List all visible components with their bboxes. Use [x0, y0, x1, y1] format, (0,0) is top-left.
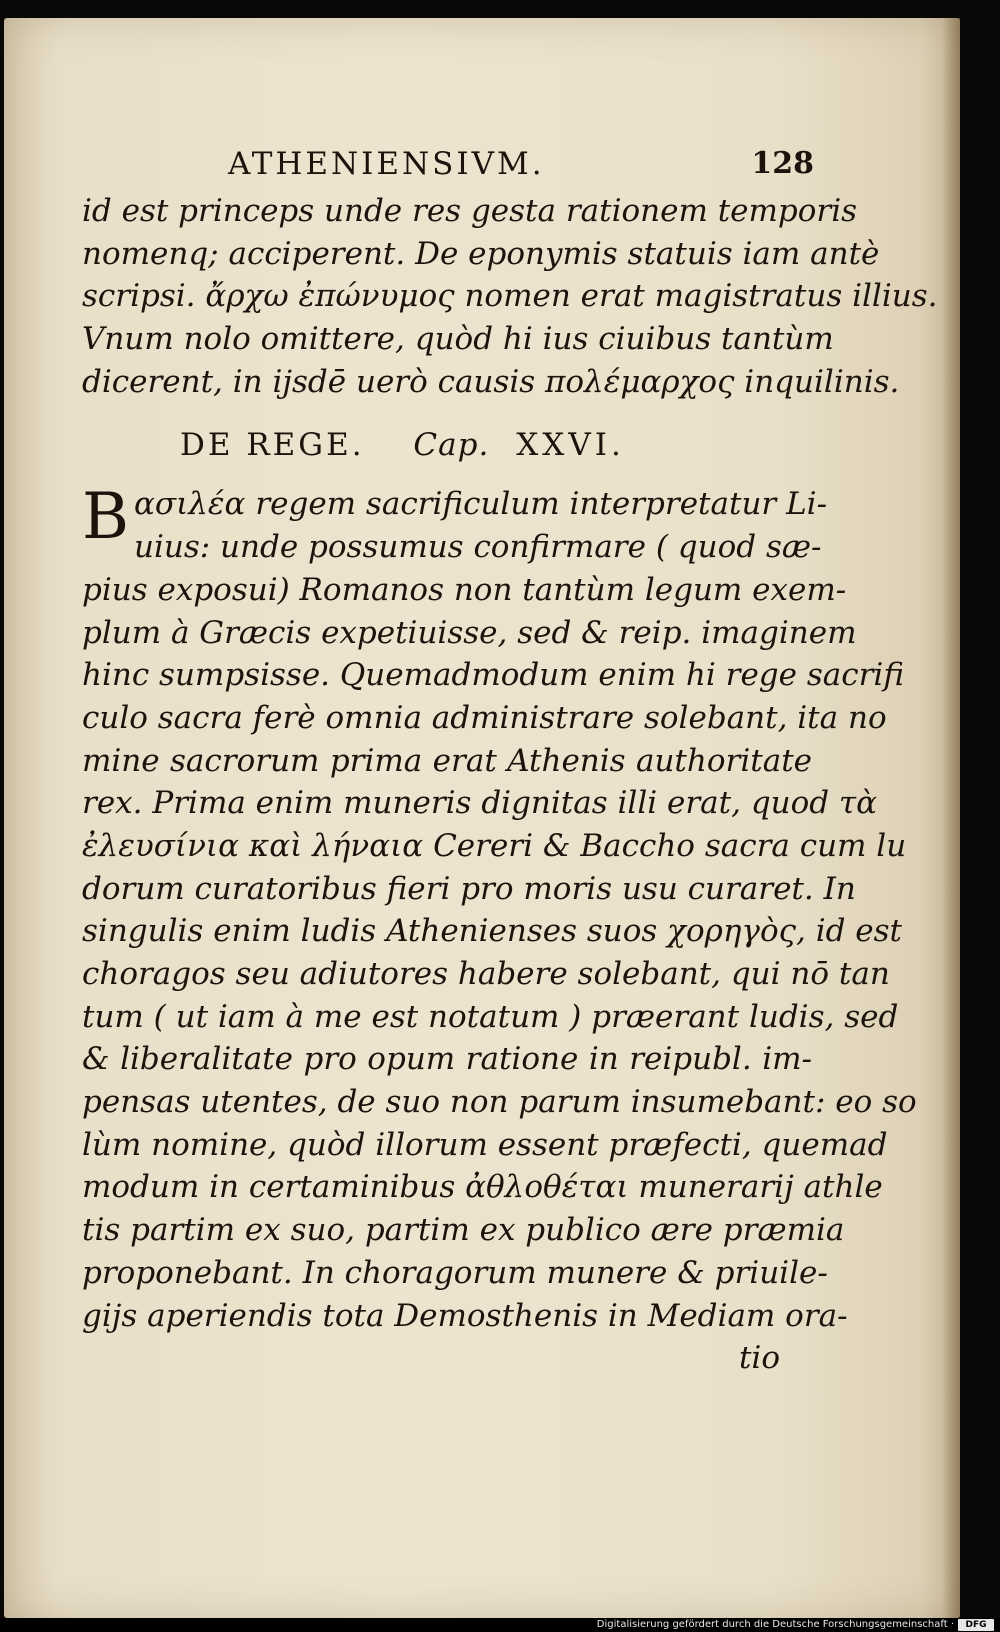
- text-line: id est princeps unde res gesta rationem temporis: [82, 193, 858, 229]
- intro-paragraph: [82, 190, 938, 403]
- chapter-cap-label: Cap.: [413, 427, 490, 464]
- text-line: Vnum nolo omittere, quòd hi ius ciuibus tantùm: [82, 321, 834, 358]
- book-page: [4, 18, 960, 1618]
- page-header: [82, 146, 812, 190]
- text-line: hinc sumpsisse. Quemadmodum enim hi rege sacrifi: [82, 657, 905, 694]
- text-line: ἐλευσίνια καὶ λήναια Cereri & Baccho sacra cum lu: [82, 827, 907, 864]
- chapter-title: DE REGE.: [180, 427, 365, 464]
- text-line: mine sacrorum prima erat Athenis authoritate: [82, 742, 812, 779]
- text-line: pius exposui) Romanos non tantùm legum exem-: [82, 571, 847, 608]
- text-line: tum ( ut iam à me est notatum ) præerant ludis, sed: [82, 998, 899, 1035]
- text-line: culo sacra ferè omnia administrare solebant, ita no: [82, 699, 887, 736]
- text-line: uius: unde possumus confirmare ( quod sæ-: [134, 529, 822, 566]
- body-paragraph: [82, 480, 917, 1379]
- text-line: proponebant. In choragorum munere & priuile-: [82, 1254, 828, 1291]
- text-line: tis partim ex suo, partim ex publico ære præmia: [82, 1212, 845, 1249]
- text-line: nomenq; acciperent. De eponymis statuis iam antè: [82, 235, 880, 272]
- funding-credit: Digitalisierung gefördert durch die Deutsche Forschungsgemeinschaft ·: [596, 1619, 954, 1630]
- text-line: pensas utentes, de suo non parum insumebant: eo so: [82, 1084, 917, 1121]
- page-edge-shadow: [942, 18, 960, 1618]
- dfg-logo: DFG: [958, 1619, 994, 1631]
- catchword: tio: [738, 1340, 780, 1377]
- digitization-footer: [0, 1618, 1000, 1632]
- text-line: dicerent, in ijsdē uerò causis πολέμαρχος inquilinis.: [82, 363, 900, 400]
- text-line: plum à Græcis expetiuisse, sed & reip. imaginem: [82, 614, 857, 651]
- text-block: [82, 146, 938, 1380]
- page-number: 128: [751, 146, 814, 181]
- text-line: singulis enim ludis Athenienses suos χορηγὸς, id est: [82, 913, 903, 950]
- text-line: ασιλέα regem sacrificulum interpretatur Li-: [134, 486, 828, 523]
- drop-cap: B: [82, 480, 130, 555]
- text-line: & liberalitate pro opum ratione in reipubl. im-: [82, 1041, 812, 1078]
- chapter-heading: [82, 407, 812, 483]
- text-line: dorum curatoribus fieri pro moris usu curaret. In: [82, 870, 856, 907]
- text-line: modum in certaminibus ἀθλοθέται munerarij athle: [82, 1169, 883, 1206]
- text-line: lùm nomine, quòd illorum essent præfecti, quemad: [82, 1126, 888, 1163]
- text-line: scripsi. ἄρχω ἐπώνυμος nomen erat magistratus illius.: [82, 278, 938, 315]
- text-line: rex. Prima enim muneris dignitas illi erat, quod τὰ: [82, 785, 878, 822]
- chapter-number: XXVI.: [516, 427, 625, 464]
- text-line: choragos seu adiutores habere solebant, qui nō tan: [82, 956, 890, 992]
- running-head: ATHENIENSIVM.: [228, 146, 545, 182]
- text-line: gijs aperiendis tota Demosthenis in Mediam ora-: [82, 1297, 848, 1334]
